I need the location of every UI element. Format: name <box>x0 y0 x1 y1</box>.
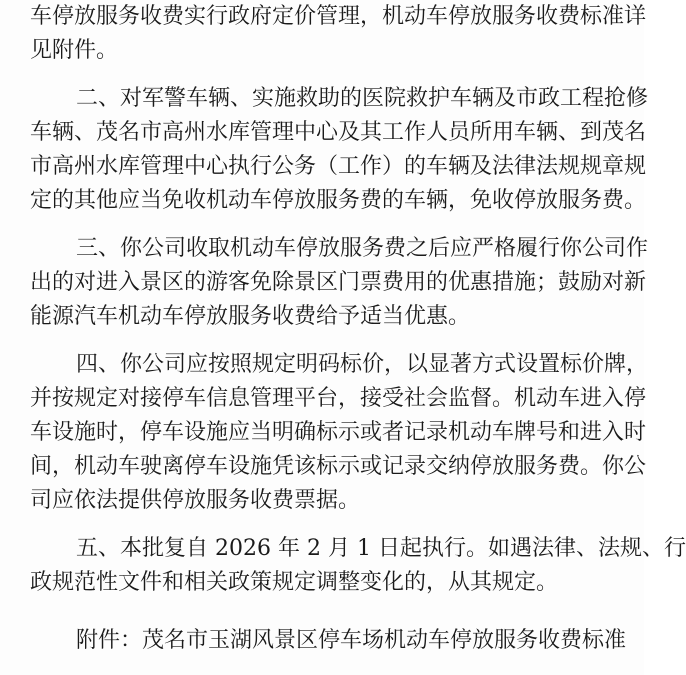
text-line: 市高州水库管理中心执行公务（工作）的车辆及法律法规规章规 <box>30 154 647 179</box>
text-line: 出的对进入景区的游客免除景区门票费用的优惠措施；鼓励对新 <box>30 270 647 295</box>
text-line: 并按规定对接停车信息管理平台，接受社会监督。机动车进入停 <box>30 386 647 411</box>
text-line: 车停放服务收费实行政府定价管理，机动车停放服务收费标准详 <box>30 4 647 29</box>
paragraph-4-start: 四、你公司应按照规定明码标价，以显著方式设置标价牌， <box>76 352 649 377</box>
text-line: 司应依法提供停放服务收费票据。 <box>30 488 361 513</box>
paragraph-3-start: 三、你公司收取机动车停放服务费之后应严格履行你公司作 <box>76 236 649 261</box>
text-line: 见附件。 <box>30 38 119 63</box>
text-line: 车辆、茂名市高州水库管理中心及其工作人员所用车辆、到茂名 <box>30 120 647 145</box>
paragraph-2-start: 二、对军警车辆、实施救助的医院救护车辆及市政工程抢修 <box>76 86 649 111</box>
attachment-line: 附件：茂名市玉湖风景区停车场机动车停放服务收费标准 <box>76 628 627 653</box>
paragraph-5-start: 五、本批复自 2026 年 2 月 1 日起执行。如遇法律、法规、行 <box>76 536 686 561</box>
text-line: 政规范性文件和相关政策规定调整变化的，从其规定。 <box>30 570 559 595</box>
text-line: 能源汽车机动车停放服务收费给予适当优惠。 <box>30 304 471 329</box>
text-line: 定的其他应当免收机动车停放服务费的车辆，免收停放服务费。 <box>30 188 647 213</box>
text-line: 间，机动车驶离停车设施凭该标示或记录交纳停放服务费。你公 <box>30 454 647 479</box>
text-line: 车设施时，停车设施应当明确标示或者记录机动车牌号和进入时 <box>30 420 647 445</box>
